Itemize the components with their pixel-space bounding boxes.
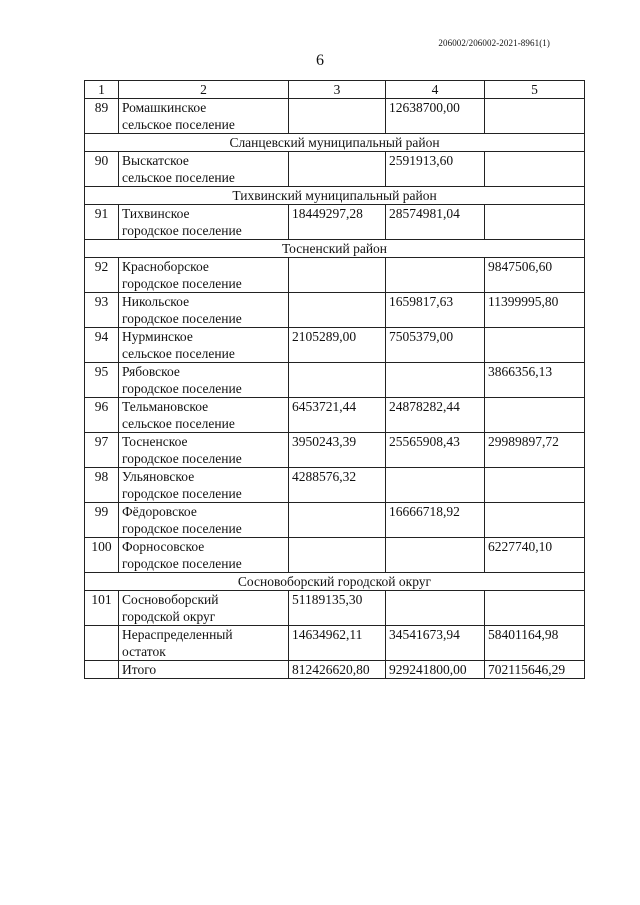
table-row	[85, 205, 585, 240]
data-table	[84, 80, 585, 679]
value-col5: 11399995,80	[485, 293, 585, 328]
table-row	[85, 258, 585, 293]
row-number: 92	[85, 258, 119, 293]
row-name-line2: сельское поселение	[122, 346, 235, 361]
table-row	[85, 503, 585, 538]
value-col3	[289, 293, 386, 328]
row-name	[119, 293, 289, 328]
value-col5	[485, 328, 585, 363]
value-col5: 58401164,98	[485, 626, 585, 661]
row-name-line1: Красноборское	[122, 259, 209, 274]
document-code: 206002/206002-2021-8961(1)	[438, 38, 550, 48]
value-col4	[386, 258, 485, 293]
row-name	[119, 591, 289, 626]
table-row	[85, 398, 585, 433]
table-row	[85, 661, 585, 679]
row-name-line2: городское поселение	[122, 451, 242, 466]
row-number: 99	[85, 503, 119, 538]
value-col3	[289, 363, 386, 398]
value-col4: 2591913,60	[386, 152, 485, 187]
row-name	[119, 468, 289, 503]
column-header: 5	[485, 81, 585, 99]
value-col3	[289, 152, 386, 187]
row-name	[119, 626, 289, 661]
value-col3: 4288576,32	[289, 468, 386, 503]
row-name	[119, 328, 289, 363]
value-col3: 2105289,00	[289, 328, 386, 363]
value-col4: 16666718,92	[386, 503, 485, 538]
row-name	[119, 205, 289, 240]
table-row	[85, 538, 585, 573]
row-name-line1: Ромашкинское	[122, 100, 207, 115]
value-col5	[485, 205, 585, 240]
row-number: 98	[85, 468, 119, 503]
row-number: 90	[85, 152, 119, 187]
row-name-line1: Фёдоровское	[122, 504, 197, 519]
value-col5	[485, 152, 585, 187]
table-row	[85, 433, 585, 468]
value-col4	[386, 538, 485, 573]
row-number: 89	[85, 99, 119, 134]
district-title: Тосненский район	[85, 240, 585, 258]
row-number: 95	[85, 363, 119, 398]
row-name-line2: городское поселение	[122, 381, 242, 396]
row-number: 101	[85, 591, 119, 626]
row-name-line2: городское поселение	[122, 521, 242, 536]
value-col4: 929241800,00	[386, 661, 485, 679]
row-name-line2: городской округ	[122, 609, 216, 624]
column-header: 2	[119, 81, 289, 99]
value-col5: 3866356,13	[485, 363, 585, 398]
value-col5	[485, 503, 585, 538]
value-col4: 28574981,04	[386, 205, 485, 240]
column-header: 4	[386, 81, 485, 99]
value-col4	[386, 468, 485, 503]
value-col5	[485, 468, 585, 503]
row-number: 100	[85, 538, 119, 573]
value-col4: 7505379,00	[386, 328, 485, 363]
value-col3: 3950243,39	[289, 433, 386, 468]
table-row	[85, 293, 585, 328]
value-col3: 14634962,11	[289, 626, 386, 661]
value-col3	[289, 538, 386, 573]
value-col3: 18449297,28	[289, 205, 386, 240]
row-name-line2: городское поселение	[122, 556, 242, 571]
table-row	[85, 468, 585, 503]
value-col3: 6453721,44	[289, 398, 386, 433]
row-name	[119, 398, 289, 433]
row-name-line1: Нурминское	[122, 329, 193, 344]
value-col5	[485, 99, 585, 134]
row-name	[119, 99, 289, 134]
table-row	[85, 99, 585, 134]
value-col3: 812426620,80	[289, 661, 386, 679]
row-number: 94	[85, 328, 119, 363]
row-name-line2: городское поселение	[122, 486, 242, 501]
row-name-line1: Форносовское	[122, 539, 205, 554]
row-number: 93	[85, 293, 119, 328]
district-row	[85, 134, 585, 152]
row-name	[119, 661, 289, 679]
value-col4	[386, 591, 485, 626]
row-name-line1: Тихвинское	[122, 206, 190, 221]
value-col4: 34541673,94	[386, 626, 485, 661]
value-col4: 1659817,63	[386, 293, 485, 328]
value-col5	[485, 591, 585, 626]
table-row	[85, 363, 585, 398]
row-name-line1: Тосненское	[122, 434, 188, 449]
row-name-line2: городское поселение	[122, 223, 242, 238]
row-name	[119, 258, 289, 293]
table-row	[85, 591, 585, 626]
row-name-line1: Итого	[122, 662, 157, 677]
value-col4: 25565908,43	[386, 433, 485, 468]
row-name-line2: остаток	[122, 644, 166, 659]
row-number: 96	[85, 398, 119, 433]
page-number: 6	[316, 52, 324, 69]
row-name-line1: Рябовское	[122, 364, 180, 379]
value-col5	[485, 398, 585, 433]
row-name	[119, 363, 289, 398]
district-title: Сосновоборский городской округ	[85, 573, 585, 591]
row-name-line1: Никольское	[122, 294, 190, 309]
value-col5: 29989897,72	[485, 433, 585, 468]
row-name-line1: Ульяновское	[122, 469, 195, 484]
row-name-line1: Сосновоборский	[122, 592, 219, 607]
row-name-line2: сельское поселение	[122, 117, 235, 132]
row-name-line2: сельское поселение	[122, 170, 235, 185]
table-row	[85, 152, 585, 187]
district-row	[85, 187, 585, 205]
row-name-line1: Тельмановское	[122, 399, 209, 414]
row-name-line2: сельское поселение	[122, 416, 235, 431]
value-col3	[289, 258, 386, 293]
row-number: 97	[85, 433, 119, 468]
row-name-line1: Выскатское	[122, 153, 189, 168]
row-name	[119, 433, 289, 468]
row-number: 91	[85, 205, 119, 240]
row-name-line1: Нераспределенный	[122, 627, 233, 642]
district-title: Сланцевский муниципальный район	[85, 134, 585, 152]
table-row	[85, 328, 585, 363]
value-col5: 6227740,10	[485, 538, 585, 573]
row-number	[85, 661, 119, 679]
row-number	[85, 626, 119, 661]
district-row	[85, 573, 585, 591]
row-name-line2: городское поселение	[122, 276, 242, 291]
header-row	[85, 81, 585, 99]
value-col4	[386, 363, 485, 398]
district-row	[85, 240, 585, 258]
value-col5: 9847506,60	[485, 258, 585, 293]
table-row	[85, 626, 585, 661]
value-col5: 702115646,29	[485, 661, 585, 679]
value-col3	[289, 99, 386, 134]
row-name	[119, 152, 289, 187]
district-title: Тихвинский муниципальный район	[85, 187, 585, 205]
column-header: 3	[289, 81, 386, 99]
value-col4: 12638700,00	[386, 99, 485, 134]
value-col4: 24878282,44	[386, 398, 485, 433]
row-name-line2: городское поселение	[122, 311, 242, 326]
value-col3: 51189135,30	[289, 591, 386, 626]
value-col3	[289, 503, 386, 538]
row-name	[119, 538, 289, 573]
row-name	[119, 503, 289, 538]
column-header: 1	[85, 81, 119, 99]
table-body	[85, 81, 585, 679]
